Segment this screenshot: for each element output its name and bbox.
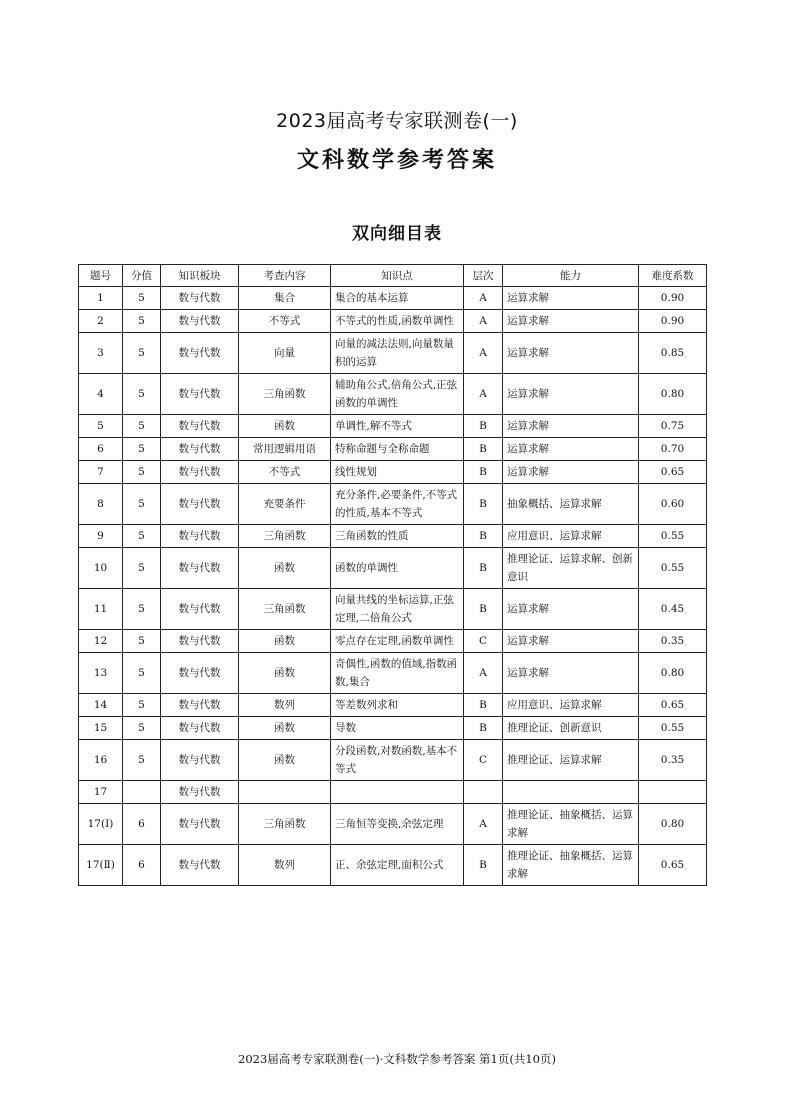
cell-points: 零点存在定理,函数单调性 (331, 630, 464, 653)
cell-score: 5 (123, 548, 161, 589)
cell-points: 集合的基本运算 (331, 287, 464, 310)
cell-score: 5 (123, 310, 161, 333)
cell-number: 16 (79, 740, 123, 781)
cell-number: 8 (79, 484, 123, 525)
cell-level: A (464, 653, 503, 694)
cell-topic: 三角函数 (239, 589, 331, 630)
cell-number: 11 (79, 589, 123, 630)
cell-topic: 函数 (239, 740, 331, 781)
cell-domain: 数与代数 (161, 461, 239, 484)
answer-key-title: 文科数学参考答案 (296, 148, 497, 173)
cell-ability: 运算求解 (503, 438, 639, 461)
page-footer: 2023届高考专家联测卷(一)·文科数学参考答案 第1页(共10页) (238, 1052, 556, 1066)
cell-score: 5 (123, 630, 161, 653)
cell-difficulty: 0.80 (639, 374, 707, 415)
cell-domain: 数与代数 (161, 717, 239, 740)
cell-ability (503, 781, 639, 804)
cell-level: A (464, 287, 503, 310)
cell-points: 正、余弦定理,面积公式 (331, 845, 464, 886)
cell-ability: 运算求解 (503, 310, 639, 333)
cell-points: 特称命题与全称命题 (331, 438, 464, 461)
cell-score: 6 (123, 804, 161, 845)
cell-ability: 推理论证、抽象概括、运算求解 (503, 845, 639, 886)
cell-domain: 数与代数 (161, 415, 239, 438)
cell-level: B (464, 548, 503, 589)
cell-ability: 运算求解 (503, 589, 639, 630)
table-row (79, 461, 707, 484)
cell-number: 12 (79, 630, 123, 653)
cell-topic (239, 781, 331, 804)
cell-level: B (464, 461, 503, 484)
cell-difficulty: 0.90 (639, 310, 707, 333)
cell-topic: 三角函数 (239, 804, 331, 845)
cell-domain: 数与代数 (161, 287, 239, 310)
cell-number: 17(Ⅱ) (79, 845, 123, 886)
cell-points: 不等式的性质,函数单调性 (331, 310, 464, 333)
table-header-row (79, 265, 707, 287)
cell-difficulty: 0.65 (639, 694, 707, 717)
col-header-difficulty: 难度系数 (639, 265, 707, 287)
cell-domain: 数与代数 (161, 310, 239, 333)
cell-number: 2 (79, 310, 123, 333)
cell-ability: 推理论证、运算求解 (503, 740, 639, 781)
cell-domain: 数与代数 (161, 630, 239, 653)
cell-difficulty: 0.60 (639, 484, 707, 525)
cell-ability: 运算求解 (503, 630, 639, 653)
cell-level: A (464, 333, 503, 374)
cell-domain: 数与代数 (161, 374, 239, 415)
cell-difficulty: 0.45 (639, 589, 707, 630)
cell-domain: 数与代数 (161, 333, 239, 374)
cell-number: 1 (79, 287, 123, 310)
cell-topic: 向量 (239, 333, 331, 374)
cell-points: 三角函数的性质 (331, 525, 464, 548)
cell-score: 5 (123, 740, 161, 781)
col-header-points: 知识点 (331, 265, 464, 287)
cell-ability: 运算求解 (503, 333, 639, 374)
cell-difficulty: 0.55 (639, 717, 707, 740)
cell-number: 4 (79, 374, 123, 415)
cell-score: 5 (123, 653, 161, 694)
cell-ability: 推理论证、创新意识 (503, 717, 639, 740)
cell-topic: 三角函数 (239, 374, 331, 415)
cell-ability: 抽象概括、运算求解 (503, 484, 639, 525)
cell-level: B (464, 525, 503, 548)
cell-level (464, 781, 503, 804)
table-row (79, 374, 707, 415)
cell-points: 单调性,解不等式 (331, 415, 464, 438)
cell-ability: 运算求解 (503, 287, 639, 310)
cell-number: 17(Ⅰ) (79, 804, 123, 845)
cell-domain: 数与代数 (161, 438, 239, 461)
col-header-number: 题号 (79, 265, 123, 287)
cell-topic: 三角函数 (239, 525, 331, 548)
cell-ability: 运算求解 (503, 374, 639, 415)
cell-domain: 数与代数 (161, 653, 239, 694)
cell-topic: 函数 (239, 653, 331, 694)
cell-difficulty: 0.35 (639, 740, 707, 781)
cell-domain: 数与代数 (161, 781, 239, 804)
cell-score: 5 (123, 717, 161, 740)
col-header-ability: 能力 (503, 265, 639, 287)
cell-score: 5 (123, 287, 161, 310)
table-row (79, 740, 707, 781)
table-row (79, 694, 707, 717)
table-row (79, 630, 707, 653)
cell-difficulty: 0.55 (639, 548, 707, 589)
section-title: 双向细目表 (352, 224, 442, 244)
cell-domain: 数与代数 (161, 548, 239, 589)
cell-difficulty: 0.35 (639, 630, 707, 653)
cell-topic: 数列 (239, 694, 331, 717)
cell-number: 17 (79, 781, 123, 804)
cell-topic: 常用逻辑用语 (239, 438, 331, 461)
exam-title: 2023届高考专家联测卷(一) (276, 110, 518, 132)
cell-level: B (464, 589, 503, 630)
cell-points: 分段函数,对数函数,基本不等式 (331, 740, 464, 781)
table-row (79, 548, 707, 589)
cell-difficulty: 0.65 (639, 461, 707, 484)
cell-number: 15 (79, 717, 123, 740)
cell-domain: 数与代数 (161, 525, 239, 548)
cell-points: 函数的单调性 (331, 548, 464, 589)
cell-difficulty: 0.85 (639, 333, 707, 374)
cell-ability: 运算求解 (503, 653, 639, 694)
cell-topic: 数列 (239, 845, 331, 886)
cell-ability: 运算求解 (503, 415, 639, 438)
cell-ability: 应用意识、运算求解 (503, 525, 639, 548)
cell-points: 等差数列求和 (331, 694, 464, 717)
cell-level: A (464, 310, 503, 333)
cell-score: 5 (123, 438, 161, 461)
cell-domain: 数与代数 (161, 589, 239, 630)
cell-topic: 函数 (239, 415, 331, 438)
cell-score: 5 (123, 484, 161, 525)
cell-difficulty: 0.80 (639, 804, 707, 845)
col-header-topic: 考查内容 (239, 265, 331, 287)
cell-points: 向量共线的坐标运算,正弦定理,二倍角公式 (331, 589, 464, 630)
col-header-domain: 知识板块 (161, 265, 239, 287)
cell-points: 向量的减法法则,向量数量积的运算 (331, 333, 464, 374)
cell-difficulty: 0.65 (639, 845, 707, 886)
cell-points: 线性规划 (331, 461, 464, 484)
cell-ability: 运算求解 (503, 461, 639, 484)
cell-score: 5 (123, 694, 161, 717)
cell-number: 9 (79, 525, 123, 548)
cell-points (331, 781, 464, 804)
cell-difficulty: 0.90 (639, 287, 707, 310)
cell-score: 5 (123, 525, 161, 548)
cell-topic: 函数 (239, 717, 331, 740)
cell-difficulty: 0.70 (639, 438, 707, 461)
cell-topic: 函数 (239, 548, 331, 589)
cell-level: A (464, 374, 503, 415)
table-row (79, 717, 707, 740)
table-row (79, 310, 707, 333)
cell-difficulty: 0.55 (639, 525, 707, 548)
cell-points: 导数 (331, 717, 464, 740)
table-row (79, 781, 707, 804)
cell-number: 7 (79, 461, 123, 484)
cell-points: 三角恒等变换,余弦定理 (331, 804, 464, 845)
cell-domain: 数与代数 (161, 804, 239, 845)
cell-domain: 数与代数 (161, 484, 239, 525)
cell-domain: 数与代数 (161, 845, 239, 886)
cell-topic: 充要条件 (239, 484, 331, 525)
cell-level: B (464, 694, 503, 717)
cell-ability: 应用意识、运算求解 (503, 694, 639, 717)
cell-topic: 集合 (239, 287, 331, 310)
cell-score: 5 (123, 589, 161, 630)
table-row (79, 287, 707, 310)
cell-topic: 不等式 (239, 461, 331, 484)
table-row (79, 804, 707, 845)
cell-number: 14 (79, 694, 123, 717)
specification-table (78, 264, 707, 886)
cell-score: 5 (123, 461, 161, 484)
cell-number: 5 (79, 415, 123, 438)
cell-ability: 推理论证、抽象概括、运算求解 (503, 804, 639, 845)
cell-level: B (464, 415, 503, 438)
table-row (79, 845, 707, 886)
cell-score (123, 781, 161, 804)
cell-number: 13 (79, 653, 123, 694)
cell-level: A (464, 804, 503, 845)
col-header-level: 层次 (464, 265, 503, 287)
table-row (79, 415, 707, 438)
cell-level: B (464, 717, 503, 740)
cell-number: 10 (79, 548, 123, 589)
cell-difficulty: 0.80 (639, 653, 707, 694)
cell-score: 5 (123, 374, 161, 415)
cell-level: C (464, 630, 503, 653)
table-row (79, 525, 707, 548)
cell-number: 6 (79, 438, 123, 461)
table-row (79, 653, 707, 694)
table-row (79, 333, 707, 374)
cell-score: 6 (123, 845, 161, 886)
cell-difficulty (639, 781, 707, 804)
cell-points: 充分条件,必要条件,不等式的性质,基本不等式 (331, 484, 464, 525)
table-row (79, 484, 707, 525)
col-header-score: 分值 (123, 265, 161, 287)
table-row (79, 589, 707, 630)
cell-domain: 数与代数 (161, 740, 239, 781)
cell-domain: 数与代数 (161, 694, 239, 717)
table-row (79, 438, 707, 461)
cell-points: 辅助角公式,倍角公式,正弦函数的单调性 (331, 374, 464, 415)
cell-points: 奇偶性,函数的值域,指数函数,集合 (331, 653, 464, 694)
cell-ability: 推理论证、运算求解、创新意识 (503, 548, 639, 589)
cell-level: B (464, 484, 503, 525)
cell-number: 3 (79, 333, 123, 374)
cell-level: C (464, 740, 503, 781)
cell-score: 5 (123, 333, 161, 374)
cell-topic: 不等式 (239, 310, 331, 333)
cell-level: B (464, 438, 503, 461)
cell-topic: 函数 (239, 630, 331, 653)
cell-difficulty: 0.75 (639, 415, 707, 438)
cell-score: 5 (123, 415, 161, 438)
cell-level: B (464, 845, 503, 886)
